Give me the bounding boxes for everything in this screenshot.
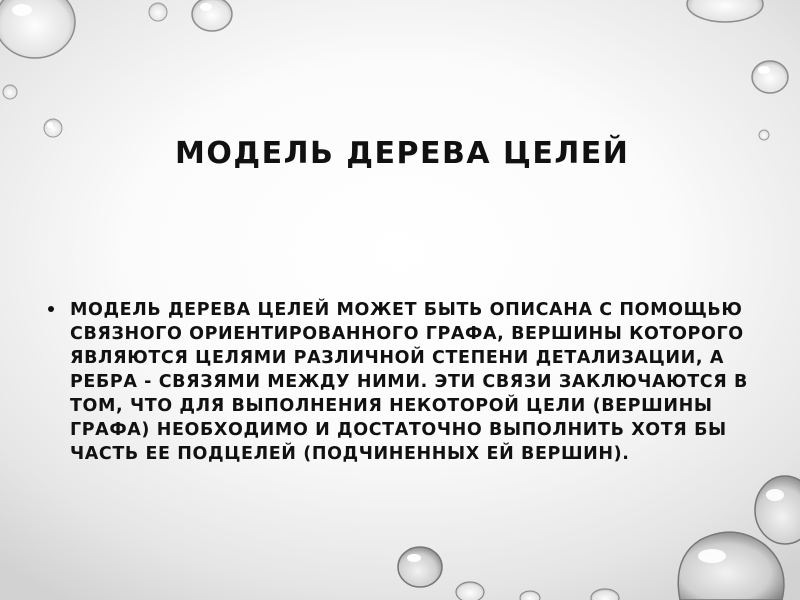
drop-top-right	[687, 0, 788, 140]
bullet-text: МОДЕЛЬ ДЕРЕВА ЦЕЛЕЙ МОЖЕТ БЫТЬ ОПИСАНА С ПОМОЩЬЮ СВЯЗНОГО ОРИЕНТИРОВАННОГО ГРАФА, ВЕРШИНЫ КОТОРОГО ЯВЛЯЮТСЯ ЦЕЛЯМИ РАЗЛИЧНОЙ СТЕПЕНИ ДЕТАЛИЗАЦИИ, А РЕБРА - СВЯЗЯМИ МЕЖДУ НИМИ. ЭТИ СВЯЗИ ЗАКЛЮЧАЮТСЯ В ТОМ, ЧТО ДЛЯ ВЫПОЛНЕНИЯ НЕКОТОРОЙ ЦЕЛИ (ВЕРШИНЫ ГРАФА) НЕОБХОДИМО И ДОСТАТОЧНО ВЫПОЛНИТЬ ХОТЯ БЫ ЧАСТЬ ЕЕ ПОДЦЕЛЕЙ (ПОДЧИНЕННЫХ ЕЙ ВЕРШИН).	[70, 300, 748, 464]
bullet-list	[48, 298, 758, 466]
drop-top-center	[192, 0, 232, 31]
slide-title: МОДЕЛЬ ДЕРЕВА ЦЕЛЕЙ	[175, 136, 630, 171]
drop-bottom-center	[398, 547, 540, 600]
drop-bottom-right	[591, 476, 800, 600]
bullet-icon	[48, 306, 54, 312]
bullet-item	[48, 298, 758, 466]
drop-top-left	[0, 0, 75, 58]
